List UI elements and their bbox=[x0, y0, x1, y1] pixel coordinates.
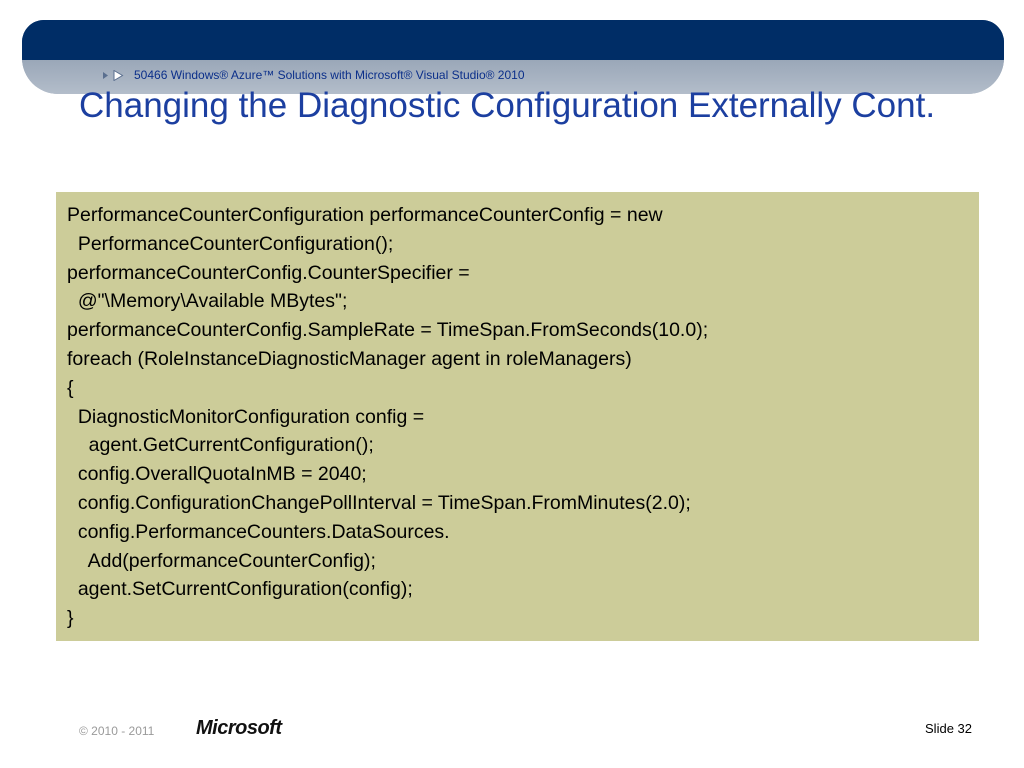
code-line: { bbox=[67, 376, 74, 399]
code-line: Add(performanceCounterConfig); bbox=[67, 549, 376, 572]
microsoft-logo: Microsoft bbox=[196, 717, 282, 739]
code-line: PerformanceCounterConfiguration(); bbox=[67, 232, 394, 255]
slide-number: Slide 32 bbox=[925, 721, 972, 736]
code-line: DiagnosticMonitorConfiguration config = bbox=[67, 405, 425, 428]
code-line: } bbox=[67, 607, 74, 630]
double-arrow-icon bbox=[102, 70, 128, 81]
code-line: config.ConfigurationChangePollInterval = TimeSpan.FromMinutes(2.0); bbox=[67, 491, 691, 514]
code-line: config.PerformanceCounters.DataSources. bbox=[67, 520, 450, 543]
copyright-text: © 2010 - 2011 bbox=[79, 724, 155, 738]
code-line: agent.GetCurrentConfiguration(); bbox=[67, 434, 374, 457]
code-block bbox=[56, 192, 979, 641]
course-line bbox=[102, 67, 525, 83]
code-line: @"\Memory\Available MBytes"; bbox=[67, 290, 348, 313]
code-line: performanceCounterConfig.SampleRate = TimeSpan.FromSeconds(10.0); bbox=[67, 319, 709, 342]
code-line: PerformanceCounterConfiguration performanceCounterConfig = new bbox=[67, 204, 663, 226]
code-line: performanceCounterConfig.CounterSpecifier = bbox=[67, 261, 470, 284]
code-line: config.OverallQuotaInMB = 2040; bbox=[67, 463, 367, 486]
course-title: 50466 Windows® Azure™ Solutions with Microsoft® Visual Studio® 2010 bbox=[134, 68, 525, 82]
header-band-top bbox=[22, 20, 1004, 60]
code-line: agent.SetCurrentConfiguration(config); bbox=[67, 578, 413, 601]
slide-title: Changing the Diagnostic Configuration Externally Cont. bbox=[79, 86, 936, 125]
code-line: foreach (RoleInstanceDiagnosticManager agent in roleManagers) bbox=[67, 347, 632, 370]
